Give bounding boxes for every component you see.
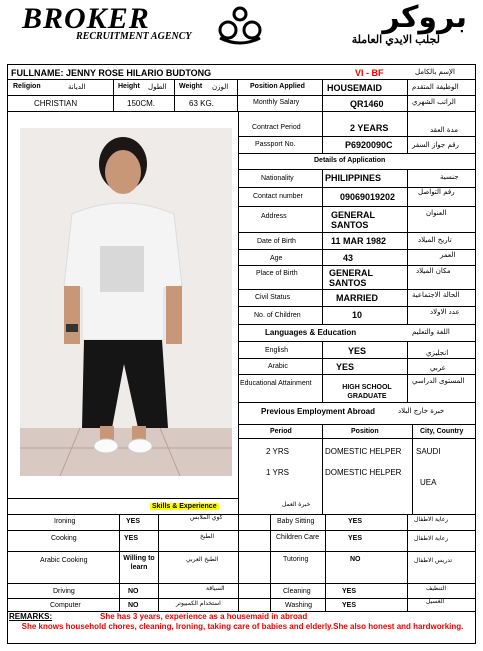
prev-city-1: SAUDI xyxy=(416,447,441,456)
contact-label: Contact number xyxy=(253,193,303,200)
contract-label-ar: مدة العقد xyxy=(430,126,458,134)
contact-label-ar: رقم التواصل xyxy=(418,188,455,196)
height-label-ar: الطول xyxy=(148,83,167,91)
salary-label-ar: الراتب الشهري xyxy=(412,98,456,106)
remarks-line-2: She knows household chores, cleaning, Ironing, taking care of babies and elderly.She also honest and hardworking. xyxy=(21,622,464,631)
passport-label: Passport No. xyxy=(255,141,296,148)
baby-sitting-value: YES xyxy=(348,518,363,525)
remarks-label: REMARKS: xyxy=(9,612,53,621)
pob-label-ar: مكان الميلاد xyxy=(416,267,451,275)
cooking-label-ar: الطبخ xyxy=(200,533,215,540)
passport-label-ar: رقم جواز السفر xyxy=(412,141,459,149)
arabic-cooking-label: Arabic Cooking xyxy=(40,557,88,564)
prev-position-2: DOMESTIC HELPER xyxy=(325,468,402,477)
arabic-cooking-label-ar: الطبخ العربي xyxy=(186,556,219,563)
education-label-ar: المستوى الدراسي xyxy=(412,377,465,385)
religion-label: Religion xyxy=(13,83,41,90)
cooking-value: YES xyxy=(124,535,139,542)
salary-label: Monthly Salary xyxy=(253,99,300,106)
passport-value: P6920090C xyxy=(345,140,393,150)
dob-value: 11 MAR 1982 xyxy=(331,236,387,246)
children-value: 10 xyxy=(352,310,363,320)
ironing-label: Ironing xyxy=(54,518,76,525)
religion-value: CHRISTIAN xyxy=(34,99,78,108)
address-value: GENERAL SANTOS xyxy=(331,210,375,230)
fullname-label-ar: الإسم بالكامل xyxy=(415,68,455,76)
languages-title-ar: اللغة والتعليم xyxy=(412,328,450,336)
prev-city-header: City, Country xyxy=(420,428,464,435)
remarks-line-1: She has 3 years, experience as a housemaid in abroad xyxy=(100,612,308,621)
pob-label: Place of Birth xyxy=(256,270,298,277)
driving-value: NO xyxy=(128,588,139,595)
brand-name-ar: بروكر xyxy=(382,0,467,35)
prev-position-1: DOMESTIC HELPER xyxy=(325,447,402,456)
contract-value: 2 YEARS xyxy=(350,123,389,133)
position-label: Position Applied xyxy=(250,83,305,90)
prev-period-header: Period xyxy=(270,428,292,435)
details-title: Details of Application xyxy=(314,157,386,164)
arabic-cooking-value: Willing to learn xyxy=(123,555,155,571)
tutoring-label: Tutoring xyxy=(283,556,309,563)
children-care-label: Children Care xyxy=(276,534,320,541)
prev-period-1: 2 YRS xyxy=(266,447,289,456)
tutoring-label-ar: تدريس الاطفال xyxy=(414,557,453,564)
prev-employment-title: Previous Employment Abroad xyxy=(261,407,375,416)
children-label: No. of Children xyxy=(254,312,301,319)
dob-label-ar: تاريخ الميلاد xyxy=(418,236,452,244)
nationality-label-ar: جنسية xyxy=(440,173,459,181)
computer-value: NO xyxy=(128,602,139,609)
position-value: HOUSEMAID xyxy=(327,83,383,93)
cooking-label: Cooking xyxy=(51,535,77,542)
ironing-value: YES xyxy=(126,518,141,525)
driving-label: Driving xyxy=(53,588,75,595)
religion-label-ar: الديانة xyxy=(68,83,86,91)
computer-label: Computer xyxy=(50,602,81,609)
weight-label-ar: الوزن xyxy=(212,83,229,91)
civil-status-label-ar: الحالة الاجتماعية xyxy=(412,291,460,299)
arabic-label-ar: عربي xyxy=(430,364,446,372)
age-label-ar: العمر xyxy=(440,251,456,259)
nationality-value: PHILIPPINES xyxy=(325,173,382,183)
applicant-code: VI - BF xyxy=(355,68,384,78)
washing-label: Washing xyxy=(285,602,312,609)
children-label-ar: عدد الاولاد xyxy=(430,308,460,316)
prev-position-header: Position xyxy=(351,428,379,435)
education-label: Educational Attainment xyxy=(240,380,312,387)
weight-value: 63 KG. xyxy=(189,99,214,108)
brand-logo-icon xyxy=(208,4,272,46)
dob-label: Date of Birth xyxy=(257,238,296,245)
contact-value: 09069019202 xyxy=(340,192,396,202)
prev-employment-title-ar: خبرة خارج البلاد xyxy=(398,407,445,415)
address-label: Address xyxy=(261,213,287,220)
computer-label-ar: استخدام الكمبيوتر xyxy=(176,600,221,607)
cleaning-label-ar: التنظيف xyxy=(426,585,447,592)
cleaning-label: Cleaning xyxy=(283,588,311,595)
children-care-label-ar: رعاية الاطفال xyxy=(414,535,449,542)
baby-sitting-label: Baby Sitting xyxy=(277,518,315,525)
ironing-label-ar: كوي الملابس xyxy=(190,514,223,521)
arabic-value: YES xyxy=(336,362,355,372)
contract-label: Contract Period xyxy=(252,124,301,131)
nationality-label: Nationality xyxy=(261,175,294,182)
baby-sitting-label-ar: رعاية الاطفال xyxy=(414,516,449,523)
height-label: Height xyxy=(118,83,140,90)
arabic-label: Arabic xyxy=(268,363,288,370)
education-value: HIGH SCHOOL GRADUATE xyxy=(342,384,392,400)
prev-city-2: UEA xyxy=(420,478,437,487)
height-value: 150CM. xyxy=(127,99,156,108)
address-label-ar: العنوان xyxy=(426,209,447,217)
weight-label: Weight xyxy=(179,83,203,90)
brand-subtitle-en: RECRUITMENT AGENCY xyxy=(76,31,192,42)
salary-value: QR1460 xyxy=(350,99,384,109)
applicant-photo xyxy=(20,128,232,476)
age-value: 43 xyxy=(343,253,354,263)
washing-value: YES xyxy=(342,602,357,609)
civil-status-label: Civil Status xyxy=(255,294,291,301)
position-label-ar: الوظيفة المتقدم xyxy=(412,83,459,91)
prev-period-2: 1 YRS xyxy=(266,468,289,477)
tutoring-value: NO xyxy=(350,556,361,563)
brand-name-en: BROKER xyxy=(22,2,150,35)
skills-title: Skills & Experience xyxy=(152,503,217,510)
fullname-value: JENNY ROSE HILARIO BUDTONG xyxy=(66,68,212,78)
cleaning-value: YES xyxy=(342,588,357,595)
skills-title-ar: خبرة العمل xyxy=(282,501,311,508)
civil-status-value: MARRIED xyxy=(336,293,378,303)
pob-value: GENERAL SANTOS xyxy=(329,268,373,288)
brand-subtitle-ar: لجلب الايدي العاملة xyxy=(351,34,440,46)
washing-label-ar: الغسيل xyxy=(426,598,445,605)
children-care-value: YES xyxy=(348,535,363,542)
english-label-ar: انجليزي xyxy=(426,349,449,357)
english-value: YES xyxy=(348,346,367,356)
english-label: English xyxy=(265,347,288,354)
age-label: Age xyxy=(270,255,283,262)
fullname-label: FULLNAME: xyxy=(11,68,64,78)
driving-label-ar: السياقة xyxy=(206,585,225,592)
languages-title: Languages & Education xyxy=(265,328,357,337)
